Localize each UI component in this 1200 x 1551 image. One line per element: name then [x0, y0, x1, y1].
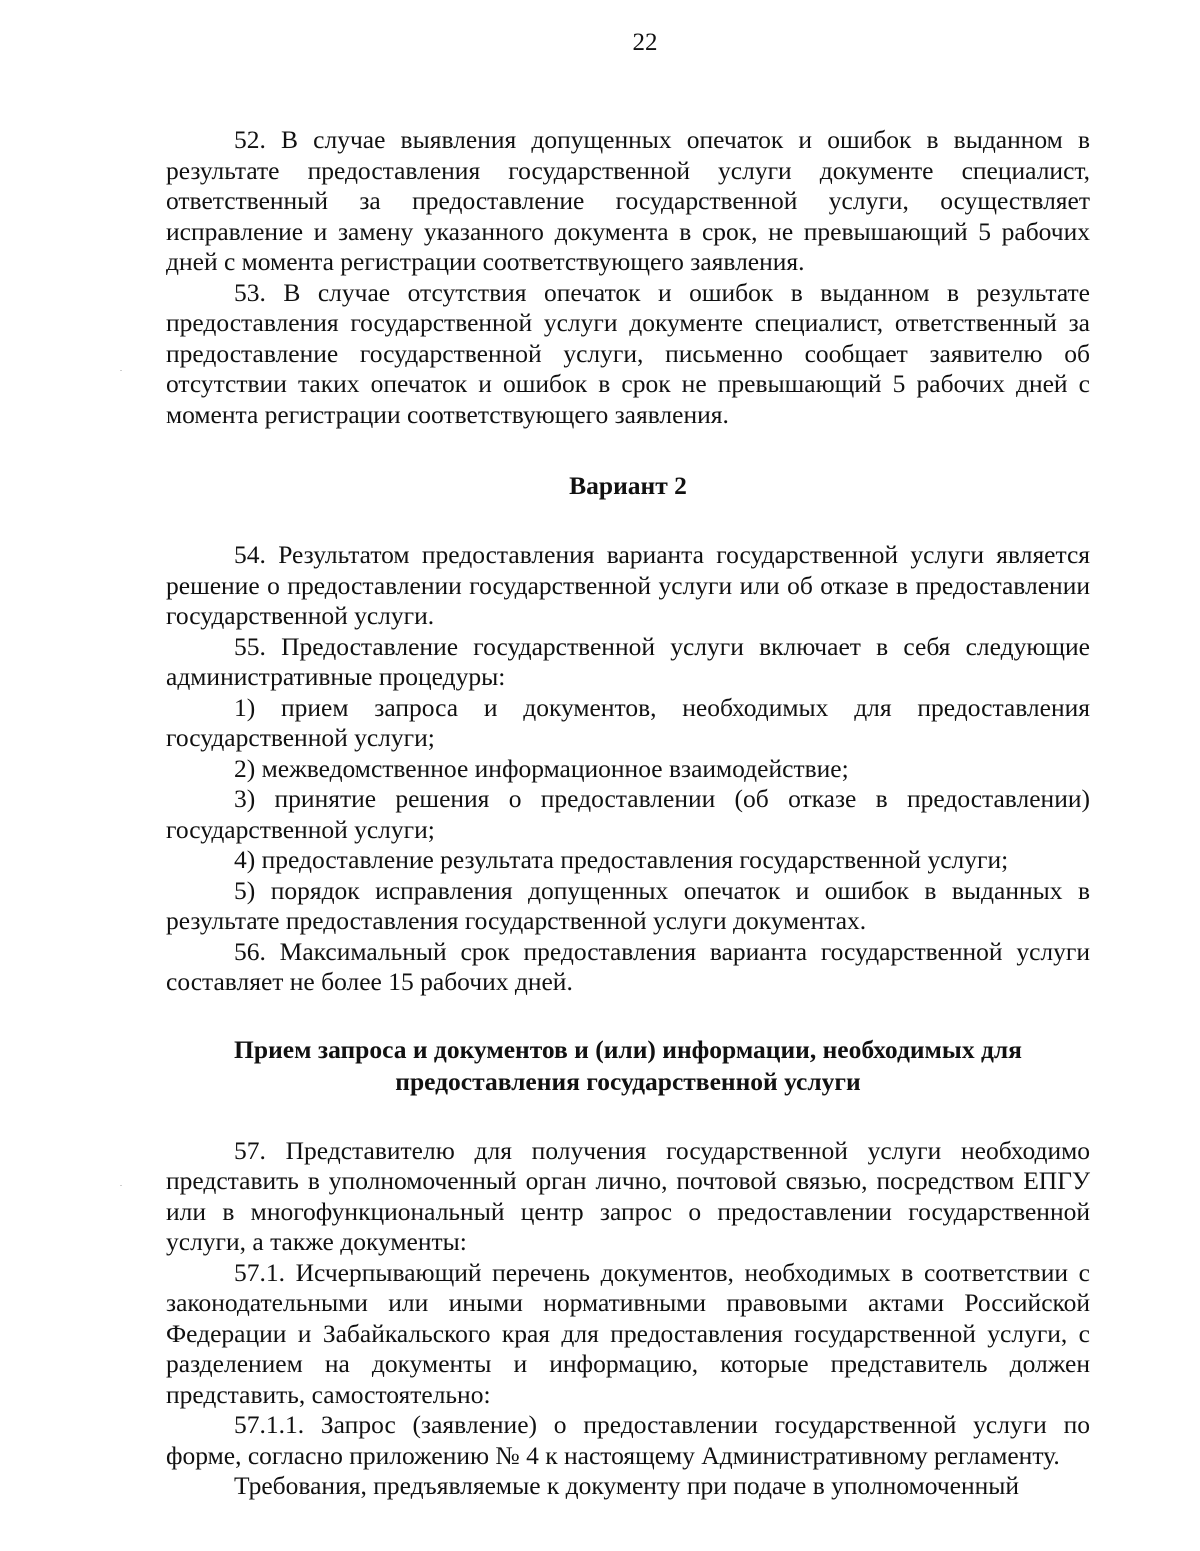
scan-artifact [120, 1185, 122, 1186]
paragraph-56: 56. Максимальный срок предоставления варианта государственной услуги составляет не более 15 рабочих дней. [166, 936, 1090, 996]
list-item-2: 2) межведомственное информационное взаимодействие; [234, 753, 849, 783]
section-heading: Прием запроса и документов и (или) информации, необходимых для предоставления государственной услуги [234, 1034, 1022, 1096]
list-item-3: 3) принятие решения о предоставлении (об отказе в предоставлении) государственной услуги; [166, 784, 1090, 844]
list-item-4: 4) предоставление результата предоставления государственной услуги; [234, 845, 1009, 874]
paragraph-55: 55. Предоставление государственной услуги включает в себя следующие административные процедуры: [166, 631, 1090, 691]
list-item-5: 5) порядок исправления допущенных опечаток и ошибок в выданных в результате предоставления государственной услуги документах. [166, 875, 1090, 935]
scan-artifact [120, 370, 122, 371]
paragraph-57-1: 57.1. Исчерпывающий перечень документов, необходимых в соответствии с законодательными или иными нормативными правовыми актами Российской Федерации и Забайкальского края для предоставления государственной услуги, с разделением на документы и информацию, которые представитель должен представить, самостоятельно: [166, 1257, 1090, 1409]
heading-variant-2: Вариант 2 [569, 471, 687, 500]
paragraph-requirements: Требования, предъявляемые к документу при подаче в уполномоченный [234, 1471, 1020, 1500]
paragraph-53: 53. В случае отсутствия опечаток и ошибок в выданном в результате предоставления государственной услуги документе специалист, ответственный за предоставление государственной услуги, письменно сообщает заявителю об отсутствии таких опечаток и ошибок в срок не превышающий 5 рабочих дней с момента регистрации соответствующего заявления. [166, 277, 1090, 429]
page-number: 22 [632, 29, 658, 56]
paragraph-57-1-1: 57.1.1. Запрос (заявление) о предоставлении государственной услуги по форме, согласно приложению № 4 к настоящему Административному регламенту. [166, 1410, 1090, 1470]
paragraph-52: 52. В случае выявления допущенных опечаток и ошибок в выданном в результате предоставления государственной услуги документе специалист, ответственный за предоставление государственной услуги, осуществляет исправление и замену указанного документа в срок, не превышающий 5 рабочих дней с момента регистрации соответствующего заявления. [166, 125, 1090, 276]
paragraph-54: 54. Результатом предоставления варианта государственной услуги является решение о предоставлении государственной услуги или об отказе в предоставлении государственной услуги. [166, 540, 1090, 630]
list-item-1: 1) прием запроса и документов, необходимых для предоставления государственной услуги; [166, 692, 1090, 752]
document-body [166, 125, 1090, 1502]
paragraph-57: 57. Представителю для получения государственной услуги необходимо представить в уполномоченный орган лично, почтовой связью, посредством ЕПГУ или в многофункциональный центр запрос о предоставлении государственной услуги, а также документы: [166, 1135, 1090, 1256]
